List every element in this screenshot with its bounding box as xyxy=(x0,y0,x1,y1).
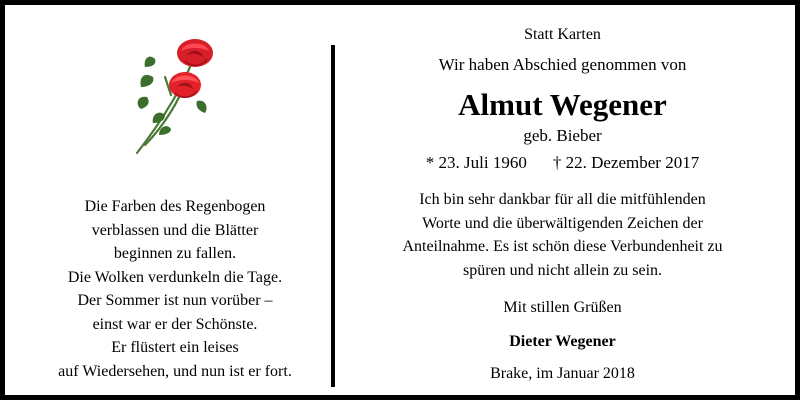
poem-line: Der Sommer ist nun vorüber – xyxy=(77,292,273,309)
birth-name: geb. Bieber xyxy=(523,126,602,145)
poem-line: Die Farben des Regenbogen xyxy=(84,198,266,215)
statt-karten-heading: Statt Karten xyxy=(524,26,601,43)
thank-you-message xyxy=(340,188,785,282)
signer-name: Dieter Wegener xyxy=(509,333,616,350)
message-line: Ich bin sehr dankbar für all die mitfühlenden xyxy=(419,191,706,208)
life-dates xyxy=(340,153,785,173)
red-roses-icon xyxy=(125,37,225,157)
poem-line: verblassen und die Blätter xyxy=(91,221,259,239)
message-line: spüren und nicht allein zu sein. xyxy=(462,261,663,279)
poem-line: beginnen zu fallen. xyxy=(113,245,237,262)
place-date: Brake, im Januar 2018 xyxy=(490,365,635,382)
greeting: Mit stillen Grüßen xyxy=(503,299,622,316)
poem-line: einst war er der Schönste. xyxy=(92,315,258,333)
death-date: † 22. Dezember 2017 xyxy=(552,153,700,172)
abschied-line: Wir haben Abschied genommen von xyxy=(438,55,687,74)
message-line: Anteilnahme. Es ist schön diese Verbundenheit zu xyxy=(402,238,723,255)
deceased-name: Almut Wegener xyxy=(458,87,667,122)
vertical-divider xyxy=(331,45,335,387)
poem-line: Die Wolken verdunkeln die Tage. xyxy=(67,268,283,286)
poem-line: auf Wiedersehen, und nun ist er fort. xyxy=(58,362,292,380)
poem-line: Er flüstert ein leises xyxy=(111,339,239,356)
poem xyxy=(25,195,325,383)
birth-date: * 23. Juli 1960 xyxy=(425,153,527,172)
message-line: Worte und die überwältigenden Zeichen der xyxy=(422,214,703,232)
